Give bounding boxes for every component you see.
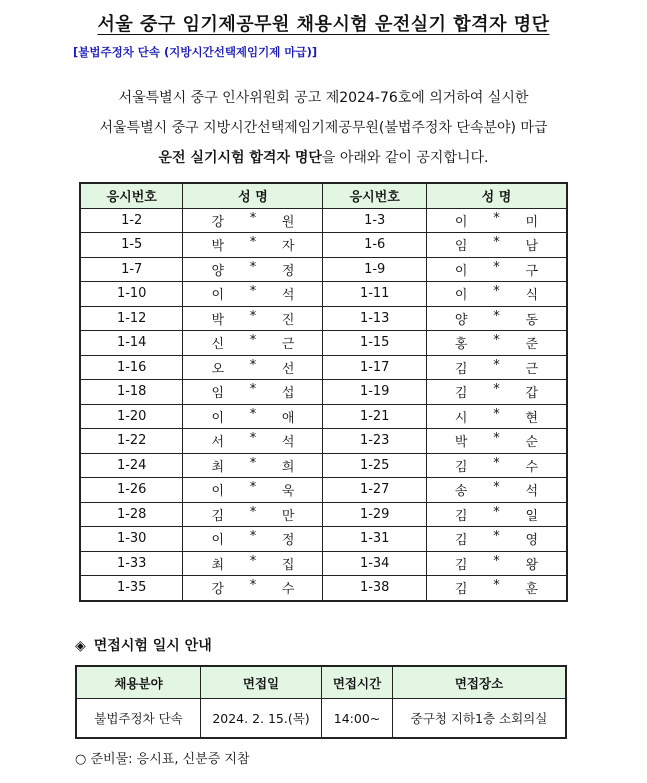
name-char: 김 xyxy=(454,582,468,598)
name-cell xyxy=(426,331,567,356)
table-row xyxy=(80,404,567,429)
name-char: 홍 xyxy=(454,337,468,353)
name-char: 박 xyxy=(454,435,468,451)
name-char: 석 xyxy=(281,288,295,304)
name-char: 강 xyxy=(211,582,224,598)
name-char: 김 xyxy=(211,508,224,524)
masked-char: * xyxy=(249,504,257,520)
masked-char: * xyxy=(249,357,257,373)
exam-number-cell: 1-23 xyxy=(323,429,426,454)
exam-number-cell: 1-6 xyxy=(323,233,426,258)
name-cell xyxy=(183,306,323,331)
masked-char: * xyxy=(493,210,500,226)
name-char: 박 xyxy=(211,239,224,255)
exam-number-cell: 1-30 xyxy=(80,527,183,552)
notice-rest-text: 을 아래와 같이 공지합니다. xyxy=(321,150,489,166)
name-char: 양 xyxy=(211,263,224,279)
exam-number-cell: 1-38 xyxy=(323,576,426,601)
masked-char: * xyxy=(493,357,500,373)
preparation-note: ○ 준비물: 응시표, 신분증 지참 xyxy=(75,752,250,767)
name-cell xyxy=(183,331,323,356)
name-char: 애 xyxy=(281,410,295,426)
name-cell xyxy=(183,502,323,527)
name-char: 이 xyxy=(454,214,468,230)
masked-char: * xyxy=(493,308,500,324)
table-row xyxy=(80,576,567,601)
name-cell xyxy=(426,380,567,405)
name-char: 박 xyxy=(211,312,224,328)
masked-char: * xyxy=(249,333,257,349)
name-char: 현 xyxy=(525,410,538,426)
masked-char: * xyxy=(249,578,257,594)
masked-char: * xyxy=(493,578,500,594)
exam-number-cell: 1-14 xyxy=(80,331,183,356)
name-char: 이 xyxy=(211,533,224,549)
name-cell xyxy=(183,257,323,282)
name-char: 동 xyxy=(525,312,538,328)
masked-char: * xyxy=(493,284,500,300)
header-exam-no-2: 응시번호 xyxy=(323,183,426,208)
header-name-2: 성 명 xyxy=(426,183,567,208)
masked-char: * xyxy=(249,210,257,226)
masked-char: * xyxy=(493,382,500,398)
masked-char: * xyxy=(249,308,257,324)
cell-field: 불법주정차 단속 xyxy=(76,699,201,739)
name-cell xyxy=(426,453,567,478)
exam-number-cell: 1-34 xyxy=(323,551,426,576)
exam-number-cell: 1-2 xyxy=(80,208,183,233)
name-char: 최 xyxy=(211,557,224,573)
exam-number-cell: 1-25 xyxy=(323,453,426,478)
name-cell xyxy=(183,429,323,454)
table-row xyxy=(80,282,567,307)
masked-char: * xyxy=(249,431,257,447)
name-cell xyxy=(426,404,567,429)
exam-number-cell: 1-11 xyxy=(323,282,426,307)
exam-number-cell: 1-16 xyxy=(80,355,183,380)
masked-char: * xyxy=(249,455,257,471)
name-char: 수 xyxy=(281,582,295,598)
name-cell xyxy=(426,306,567,331)
masked-char: * xyxy=(249,382,257,398)
table-row xyxy=(80,453,567,478)
name-cell xyxy=(183,355,323,380)
name-char: 김 xyxy=(454,557,468,573)
header-place: 면접장소 xyxy=(393,666,567,699)
exam-number-cell: 1-5 xyxy=(80,233,183,258)
name-char: 진 xyxy=(281,312,295,328)
table-row xyxy=(80,331,567,356)
name-char: 왕 xyxy=(525,557,538,573)
cell-time: 14:00~ xyxy=(322,699,393,739)
table-row xyxy=(80,380,567,405)
name-char: 갑 xyxy=(525,386,538,402)
passer-list-table xyxy=(79,182,568,602)
masked-char: * xyxy=(493,504,500,520)
name-char: 이 xyxy=(211,288,224,304)
masked-char: * xyxy=(493,259,500,275)
name-char: 식 xyxy=(525,288,538,304)
notice-line-1: 서울특별시 중구 인사위원회 공고 제2024-76호에 의거하여 실시한 xyxy=(118,90,529,106)
name-cell xyxy=(426,527,567,552)
exam-number-cell: 1-12 xyxy=(80,306,183,331)
exam-number-cell: 1-7 xyxy=(80,257,183,282)
name-cell xyxy=(426,576,567,601)
header-time: 면접시간 xyxy=(322,666,393,699)
name-char: 준 xyxy=(525,337,538,353)
name-char: 영 xyxy=(525,533,538,549)
exam-number-cell: 1-27 xyxy=(323,478,426,503)
name-cell xyxy=(426,257,567,282)
name-cell xyxy=(426,478,567,503)
name-char: 김 xyxy=(454,508,468,524)
table-row xyxy=(80,429,567,454)
name-char: 미 xyxy=(525,214,538,230)
exam-number-cell: 1-26 xyxy=(80,478,183,503)
masked-char: * xyxy=(249,284,257,300)
name-char: 순 xyxy=(525,435,538,451)
masked-char: * xyxy=(493,553,500,569)
table-row xyxy=(80,527,567,552)
exam-number-cell: 1-33 xyxy=(80,551,183,576)
name-char: 최 xyxy=(211,459,224,475)
exam-number-cell: 1-20 xyxy=(80,404,183,429)
exam-number-cell: 1-18 xyxy=(80,380,183,405)
name-cell xyxy=(426,208,567,233)
masked-char: * xyxy=(493,480,500,496)
notice-line-2: 서울특별시 중구 지방시간선택제임기제공무원(불법주정차 단속분야) 마급 xyxy=(99,120,548,136)
masked-char: * xyxy=(249,235,257,251)
name-char: 남 xyxy=(525,239,538,255)
name-cell xyxy=(183,380,323,405)
name-char: 송 xyxy=(454,484,468,500)
name-char: 김 xyxy=(454,386,468,402)
name-cell xyxy=(426,502,567,527)
masked-char: * xyxy=(249,529,257,545)
exam-number-cell: 1-24 xyxy=(80,453,183,478)
name-cell xyxy=(426,551,567,576)
name-char: 강 xyxy=(211,214,224,230)
name-char: 자 xyxy=(281,239,295,255)
exam-number-cell: 1-29 xyxy=(323,502,426,527)
masked-char: * xyxy=(493,406,500,422)
name-cell xyxy=(183,208,323,233)
name-char: 임 xyxy=(211,386,224,402)
exam-number-cell: 1-13 xyxy=(323,306,426,331)
name-char: 서 xyxy=(211,435,224,451)
name-char: 시 xyxy=(454,410,468,426)
interview-row xyxy=(76,699,566,739)
name-char: 근 xyxy=(525,361,538,377)
masked-char: * xyxy=(493,431,500,447)
masked-char: * xyxy=(493,455,500,471)
name-cell xyxy=(183,527,323,552)
name-char: 근 xyxy=(281,337,295,353)
name-char: 정 xyxy=(281,263,295,279)
name-cell xyxy=(426,429,567,454)
table-row xyxy=(80,208,567,233)
exam-number-cell: 1-19 xyxy=(323,380,426,405)
notice-line-3 xyxy=(0,147,647,167)
exam-number-cell: 1-35 xyxy=(80,576,183,601)
name-cell xyxy=(183,404,323,429)
page-title: 서울 중구 임기제공무원 채용시험 운전실기 합격자 명단 xyxy=(97,14,550,35)
interview-table xyxy=(75,665,567,739)
table-header-row xyxy=(80,183,567,208)
name-char: 이 xyxy=(211,410,224,426)
name-char: 선 xyxy=(281,361,295,377)
name-char: 일 xyxy=(525,508,538,524)
table-row xyxy=(80,257,567,282)
header-date: 면접일 xyxy=(201,666,322,699)
name-char: 수 xyxy=(525,459,538,475)
interview-header-row xyxy=(76,666,566,699)
table-row xyxy=(80,306,567,331)
masked-char: * xyxy=(493,529,500,545)
name-cell xyxy=(183,576,323,601)
name-char: 원 xyxy=(281,214,295,230)
masked-char: * xyxy=(493,333,500,349)
name-cell xyxy=(183,282,323,307)
exam-number-cell: 1-10 xyxy=(80,282,183,307)
subtitle: [불법주정차 단속 (지방시간선택제임기제 마급)] xyxy=(73,45,318,59)
name-char: 김 xyxy=(454,459,468,475)
exam-number-cell: 1-9 xyxy=(323,257,426,282)
notice-bold-text: 운전 실기시험 합격자 명단 xyxy=(158,150,322,166)
exam-number-cell: 1-3 xyxy=(323,208,426,233)
table-row xyxy=(80,551,567,576)
name-cell xyxy=(426,233,567,258)
header-exam-no-1: 응시번호 xyxy=(80,183,183,208)
name-char: 섭 xyxy=(281,386,295,402)
masked-char: * xyxy=(249,553,257,569)
name-char: 만 xyxy=(281,508,295,524)
name-char: 양 xyxy=(454,312,468,328)
name-char: 욱 xyxy=(281,484,295,500)
name-cell xyxy=(426,282,567,307)
header-field: 채용분야 xyxy=(76,666,201,699)
name-cell xyxy=(426,355,567,380)
name-char: 정 xyxy=(281,533,295,549)
name-char: 이 xyxy=(454,263,468,279)
name-char: 석 xyxy=(525,484,538,500)
masked-char: * xyxy=(493,235,500,251)
name-char: 김 xyxy=(454,361,468,377)
name-char: 김 xyxy=(454,533,468,549)
exam-number-cell: 1-22 xyxy=(80,429,183,454)
name-cell xyxy=(183,453,323,478)
name-cell xyxy=(183,233,323,258)
interview-heading-text: 면접시험 일시 안내 xyxy=(93,638,212,654)
name-char: 석 xyxy=(281,435,295,451)
cell-date: 2024. 2. 15.(목) xyxy=(201,699,322,739)
name-cell xyxy=(183,551,323,576)
cell-place: 중구청 지하1층 소회의실 xyxy=(393,699,567,739)
exam-number-cell: 1-15 xyxy=(323,331,426,356)
masked-char: * xyxy=(249,406,257,422)
exam-number-cell: 1-17 xyxy=(323,355,426,380)
exam-number-cell: 1-31 xyxy=(323,527,426,552)
name-char: 임 xyxy=(454,239,468,255)
name-char: 신 xyxy=(211,337,224,353)
name-cell xyxy=(183,478,323,503)
name-char: 구 xyxy=(525,263,538,279)
masked-char: * xyxy=(249,259,257,275)
interview-section-heading xyxy=(75,635,212,655)
name-char: 희 xyxy=(281,459,295,475)
table-row xyxy=(80,478,567,503)
name-char: 이 xyxy=(454,288,468,304)
diamond-bullet-icon: ◈ xyxy=(75,638,86,654)
masked-char: * xyxy=(249,480,257,496)
exam-number-cell: 1-21 xyxy=(323,404,426,429)
name-char: 오 xyxy=(211,361,224,377)
header-name-1: 성 명 xyxy=(183,183,323,208)
table-row xyxy=(80,502,567,527)
name-char: 집 xyxy=(281,557,295,573)
table-row xyxy=(80,355,567,380)
table-row xyxy=(80,233,567,258)
exam-number-cell: 1-28 xyxy=(80,502,183,527)
name-char: 이 xyxy=(211,484,224,500)
name-char: 훈 xyxy=(525,582,538,598)
